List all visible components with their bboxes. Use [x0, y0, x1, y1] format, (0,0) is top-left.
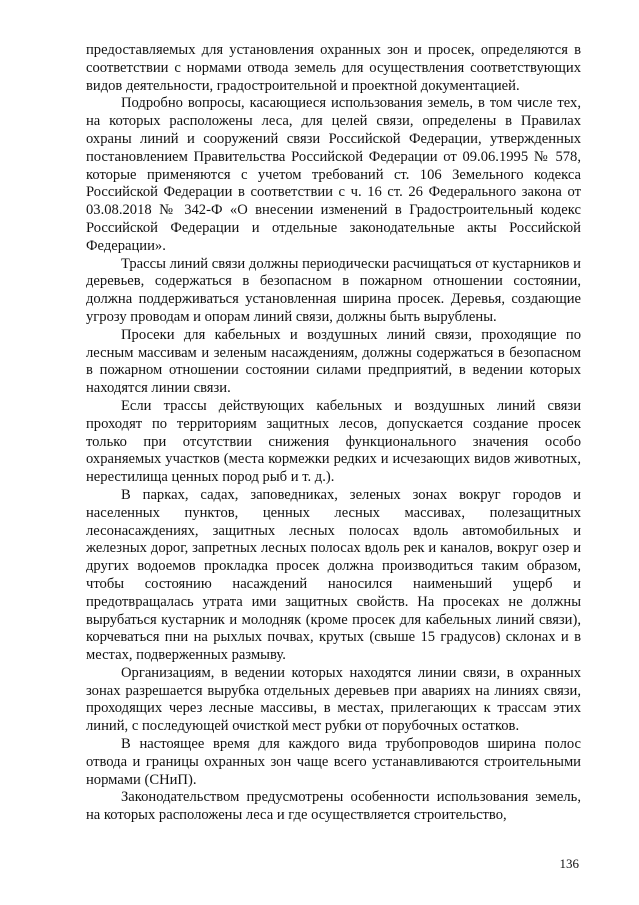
- paragraph: Трассы линий связи должны периодически расчищаться от кустарников и деревьев, содержаться в безопасном в пожарном отношении состоянии, должна поддерживаться установленная ширина просек. Деревья, создающие угрозу проводам и опорам линий связи, должны быть вырублены.: [86, 255, 581, 325]
- paragraph: Организациям, в ведении которых находятся линии связи, в охранных зонах разрешается вырубка отдельных деревьев при авариях на линиях связи, проходящих через лесные массивы, в местах, прилегающих к трассам этих линий, с последующей очисткой мест рубки от порубочных остатков.: [86, 664, 581, 735]
- paragraph: Если трассы действующих кабельных и воздушных линий связи проходят по территориям защитных лесов, допускается создание просек только при отсутствии снижения функционального значения особо охраняемых участков (места кормежки редких и исчезающих видов животных, нерестилища ценных пород рыб и т. д.).: [86, 397, 581, 486]
- paragraph: Законодательством предусмотрены особенности использования земель, на которых расположены леса и где осуществляется строительство,: [86, 789, 581, 824]
- page-number: 136: [559, 856, 579, 871]
- body-text: [86, 42, 581, 825]
- paragraph: Подробно вопросы, касающиеся использования земель, в том числе тех, на которых расположены леса, для целей связи, определены в Правилах охраны линий и сооружений связи Российской Федерации, утвержденных постановлением Правительства Российской Федерации от 09.06.1995 № 578, которые применяются с учетом требований ст. 106 Земельного кодекса Российской Федерации в соответствии с ч. 16 ст. 26 Федерального закона от 03.08.2018 № 342-Ф «О внесении изменений в Градостроительный кодекс Российской Федерации и отдельные законодательные акты Российской Федерации».: [86, 95, 581, 254]
- paragraph: Просеки для кабельных и воздушных линий связи, проходящие по лесным массивам и зеленым насаждениям, должны содержаться в безопасном в пожарном отношении состоянии силами предприятий, в ведении которых находятся линии связи.: [86, 326, 581, 397]
- paragraph-continuation: предоставляемых для установления охранных зон и просек, определяются в соответствии с нормами отвода земель для осуществления соответствующих видов деятельности, градостроительной и проектной документацией.: [86, 42, 581, 94]
- paragraph: В парках, садах, заповедниках, зеленых зонах вокруг городов и населенных пунктов, ценных лесных массивах, полезащитных лесонасаждениях, защитных лесных полосах вдоль автомобильных и железных дорог, запретных лесных полосах вдоль рек и каналов, вокруг озер и других водоемов прокладка просек должна производиться таким образом, чтобы состоянию насаждений наносился наименьший ущерб и предотвращалась утрата ими защитных свойств. На просеках не должны вырубаться кустарник и молодняк (кроме просек для кабельных линий связи), корчеваться пни на рыхлых почвах, крутых (свыше 15 градусов) склонах и в местах, подверженных размыву.: [86, 486, 581, 664]
- paragraph: В настоящее время для каждого вида трубопроводов ширина полос отвода и границы охранных зон чаще всего устанавливаются строительными нормами (СНиП).: [86, 736, 581, 788]
